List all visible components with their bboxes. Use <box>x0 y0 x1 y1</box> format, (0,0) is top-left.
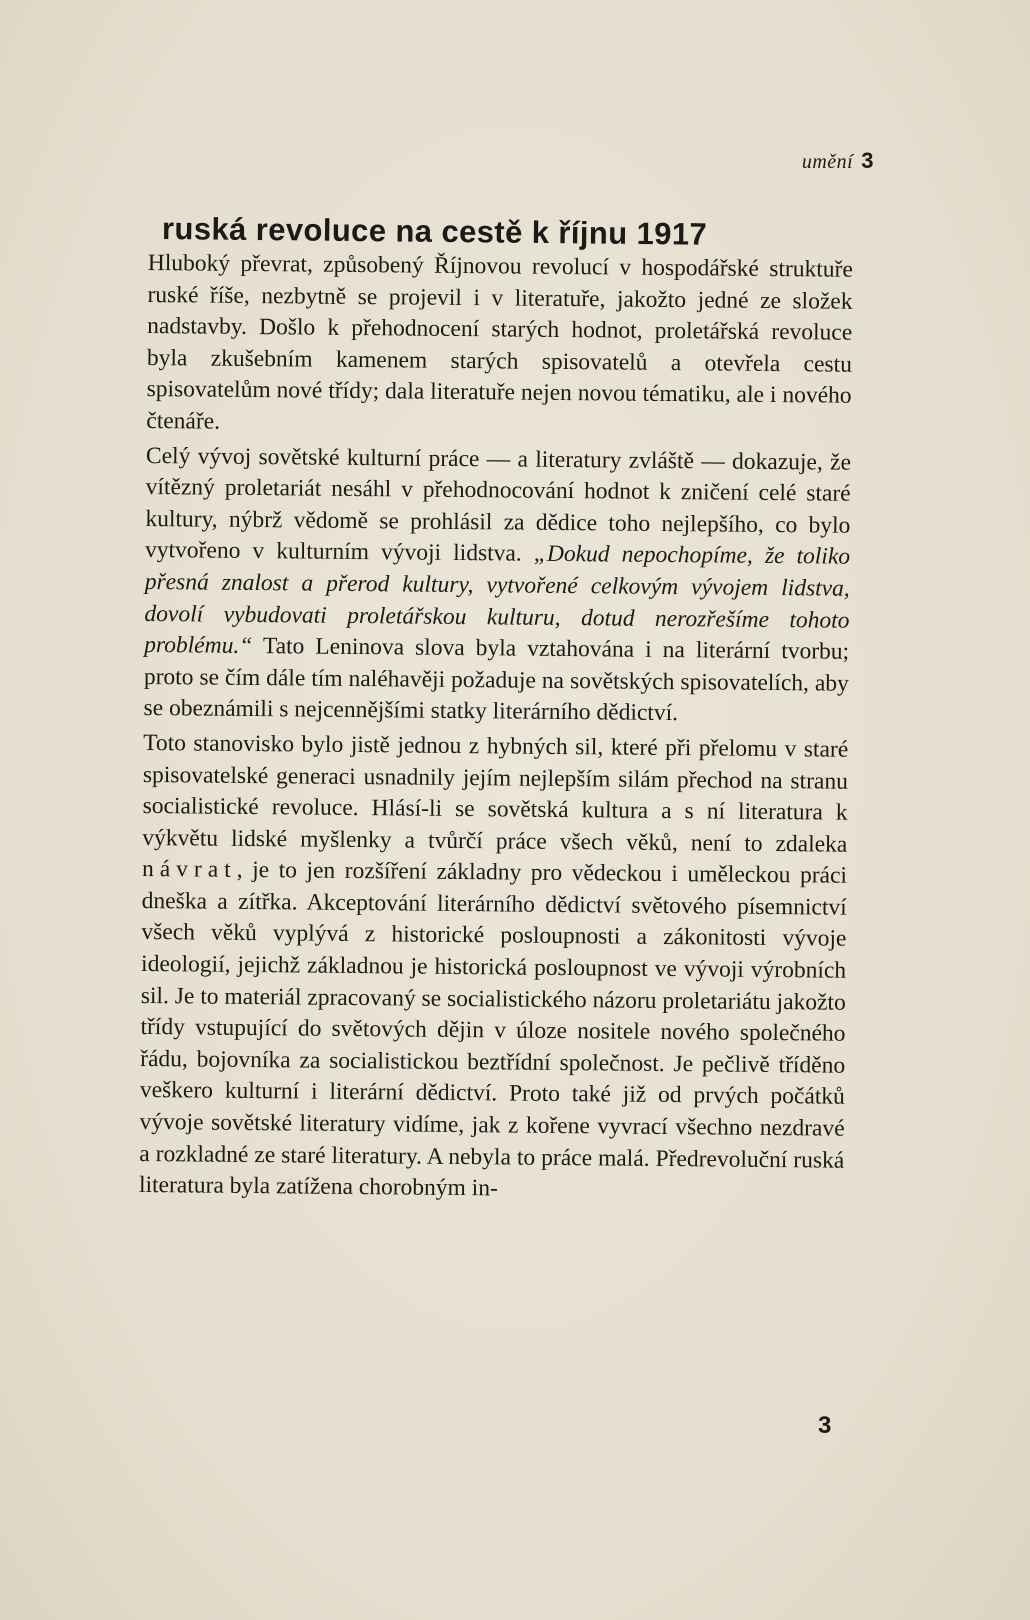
paragraph-1-text: Hluboký převrat, způsobený Říjnovou revolucí v hospodářské struktuře ruské říše, nezbytně se projevil i v literatuře, jakožto jedné ze složek nadstavby. Došlo k přehodnocení starých hodnot, proletářská revoluce byla zkušebním kamenem starých spisovatelů a otevřela cestu spisovatelům nové třídy; dala literatuře nejen novou tématiku, ale i nového čtenáře. <box>146 249 853 435</box>
paragraph-3-text-start: Toto stanovisko bylo jistě jednou z hybných sil, které při přelomu v staré spisovatelské generaci usnadnily jejím nejlepším silám přechod na stranu socialistické revoluce. Hlásí-li se sovětská kultura a s ní literatura k výkvětu lidské myšlenky a tvůrčí práce všech věků, není to zdaleka <box>142 729 849 858</box>
paragraph-2 <box>143 441 851 732</box>
running-head-number: 3 <box>861 148 874 173</box>
running-head <box>802 148 874 174</box>
paragraph-3 <box>139 728 849 1209</box>
page-number: 3 <box>818 1412 832 1439</box>
chapter-title: ruská revoluce na cestě k říjnu 1917 <box>161 210 708 252</box>
running-head-label: umění <box>801 151 854 173</box>
lenin-quote: „Dokud nepochopíme, že toliko přesná znalost a přerod kultury, vytvořené celkovým vývojem lidstva, dovolí vybudovati proletářskou kulturu, dotud nerozřešíme tohoto problému.“ <box>144 541 851 660</box>
paragraph-2-text-end: Tato Leninova slova byla vztahována i na literární tvorbu; proto se čím dále tím naléhavěji požaduje na sovětských spisovatelích, aby se obeznámili s nejcennějšími statky literárního dědictví. <box>143 633 850 727</box>
body-text <box>139 248 853 1212</box>
emphasized-word: návrat <box>141 856 237 884</box>
paragraph-1 <box>146 248 853 444</box>
paragraph-2-text-start: Celý vývoj sovětské kulturní práce — a literatury zvláště — dokazuje, že vítězný proletariát nesáhl v přehodnocování hodnot k zničení celé staré kultury, nýbrž vědomě se prohlásil za dědice toho nejlepšího, co bylo vytvořeno v kulturním vývoji lidstva. <box>144 442 852 568</box>
paragraph-3-text-end: , je to jen rozšíření základny pro vědeckou i uměleckou práci dneška a zítřka. Akceptování literárního dědictví světového písemnictví všech věků vyplývá z historické posloupnosti a zákonitosti vývoje ideologií, jejichž základnou je historická posloupnost ve vývoji výrobních sil. Je to materiál zpracovaný se socialistického názoru proletariátu jakožto třídy vstupující do světových dějin v úloze nositele nového společného řádu, bojovníka za socialistickou beztřídní společnost. Je pečlivě tříděno veškero kulturní i literární dědictví. Proto také již od prvých počátků vývoje sovětské literatury vidíme, jak z kořene vyvrací všechno nezdravé a rozkladné ze staré literatury. A nebyla to práce malá. Předrevoluční ruská literatura byla zatížena chorobným in- <box>138 857 848 1202</box>
